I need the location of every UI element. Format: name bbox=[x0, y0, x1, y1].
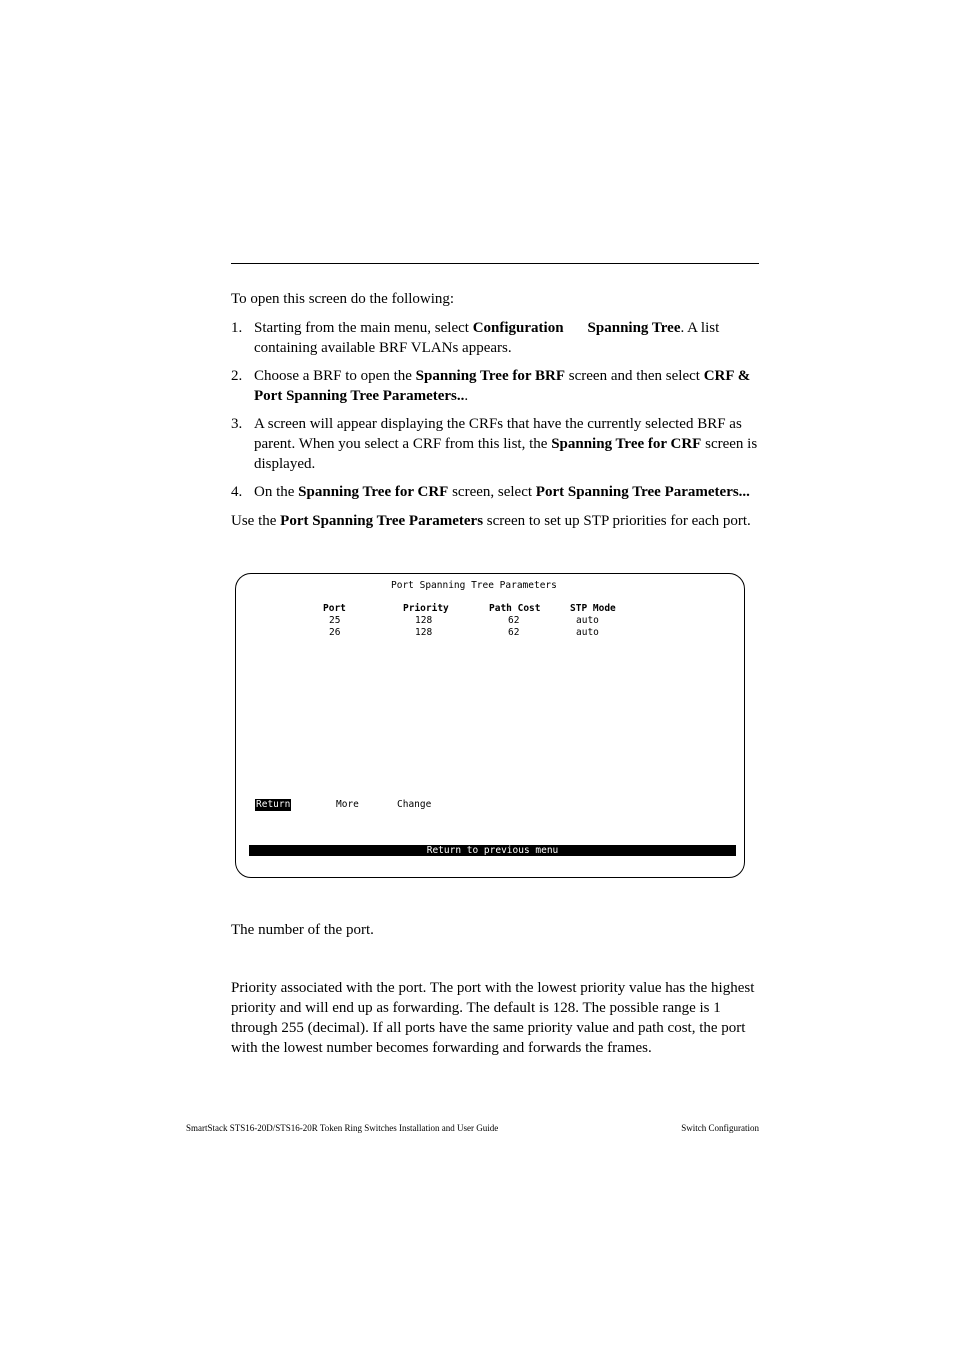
cell-port: 25 bbox=[329, 615, 341, 626]
col-header-port: Port bbox=[323, 603, 346, 614]
cell-stp-mode: auto bbox=[576, 627, 599, 638]
terminal-screen bbox=[235, 573, 745, 878]
port-description: The number of the port. bbox=[231, 922, 374, 938]
step-1 bbox=[231, 318, 759, 358]
menu-change[interactable]: Change bbox=[397, 799, 432, 810]
col-header-stp-mode: STP Mode bbox=[570, 603, 616, 614]
cell-stp-mode: auto bbox=[576, 615, 599, 626]
procedure-steps bbox=[231, 318, 759, 510]
step-text: . bbox=[464, 388, 469, 404]
col-header-path-cost: Path Cost bbox=[489, 603, 541, 614]
footer-left: SmartStack STS16-20D/STS16-20R Token Ring Switches Installation and User Guide bbox=[186, 1123, 499, 1133]
use-text-part: screen to set up STP priorities for each port. bbox=[483, 513, 751, 529]
step-text: screen, select bbox=[448, 484, 536, 500]
menu-return[interactable]: Return bbox=[256, 799, 291, 810]
step-text: screen and then select bbox=[565, 368, 704, 384]
step-3 bbox=[231, 414, 759, 474]
step-number: 3. bbox=[231, 416, 243, 432]
cell-path-cost: 62 bbox=[508, 627, 520, 638]
terminal-title: Port Spanning Tree Parameters bbox=[391, 580, 557, 591]
step-text: Starting from the main menu, select bbox=[254, 320, 473, 336]
cell-port: 26 bbox=[329, 627, 341, 638]
menu-configuration: Configuration bbox=[472, 320, 564, 336]
use-text-part: Use the bbox=[231, 513, 281, 529]
screen-name: Port Spanning Tree Parameters bbox=[280, 513, 484, 529]
step-text: . A list containing available BRF VLANs appears. bbox=[254, 320, 720, 356]
footer-right: Switch Configuration bbox=[681, 1123, 759, 1133]
step-4 bbox=[231, 482, 759, 502]
menu-spanning-tree: Spanning Tree bbox=[587, 320, 681, 336]
step-text: screen is displayed. bbox=[254, 436, 758, 472]
menu-more[interactable]: More bbox=[336, 799, 359, 810]
col-header-priority: Priority bbox=[403, 603, 449, 614]
screen-name: Spanning Tree for CRF bbox=[551, 436, 702, 452]
step-text: On the bbox=[254, 484, 299, 500]
cell-priority: 128 bbox=[415, 627, 433, 638]
intro-text: To open this screen do the following: bbox=[231, 291, 455, 307]
step-number: 1. bbox=[231, 320, 243, 336]
section-rule bbox=[231, 263, 759, 264]
priority-description: Priority associated with the port. The port with the lowest priority value has the highest priority and will end up as forwarding. The default is 128. The possible range is 1 through 255 (decimal). If all ports have the same priority value and path cost, the port with the lowest number becomes forwarding and forwards the frames. bbox=[231, 980, 755, 1056]
screen-name: Spanning Tree for BRF bbox=[415, 368, 566, 384]
screen-name: Spanning Tree for CRF bbox=[298, 484, 449, 500]
menu-port-params: Port Spanning Tree Parameters... bbox=[535, 484, 750, 500]
step-number: 4. bbox=[231, 484, 243, 500]
use-text bbox=[231, 511, 759, 531]
step-text: A screen will appear displaying the CRFs that have the currently selected BRF as parent. When you select a CRF from this list, the bbox=[254, 416, 742, 452]
step-number: 2. bbox=[231, 368, 243, 384]
step-2 bbox=[231, 366, 759, 406]
cell-priority: 128 bbox=[415, 615, 433, 626]
step-text: Choose a BRF to open the bbox=[254, 368, 416, 384]
cell-path-cost: 62 bbox=[508, 615, 520, 626]
status-bar: Return to previous menu bbox=[249, 845, 736, 856]
menu-crf-port-params: CRF & Port Spanning Tree Parameters.. bbox=[254, 368, 751, 404]
